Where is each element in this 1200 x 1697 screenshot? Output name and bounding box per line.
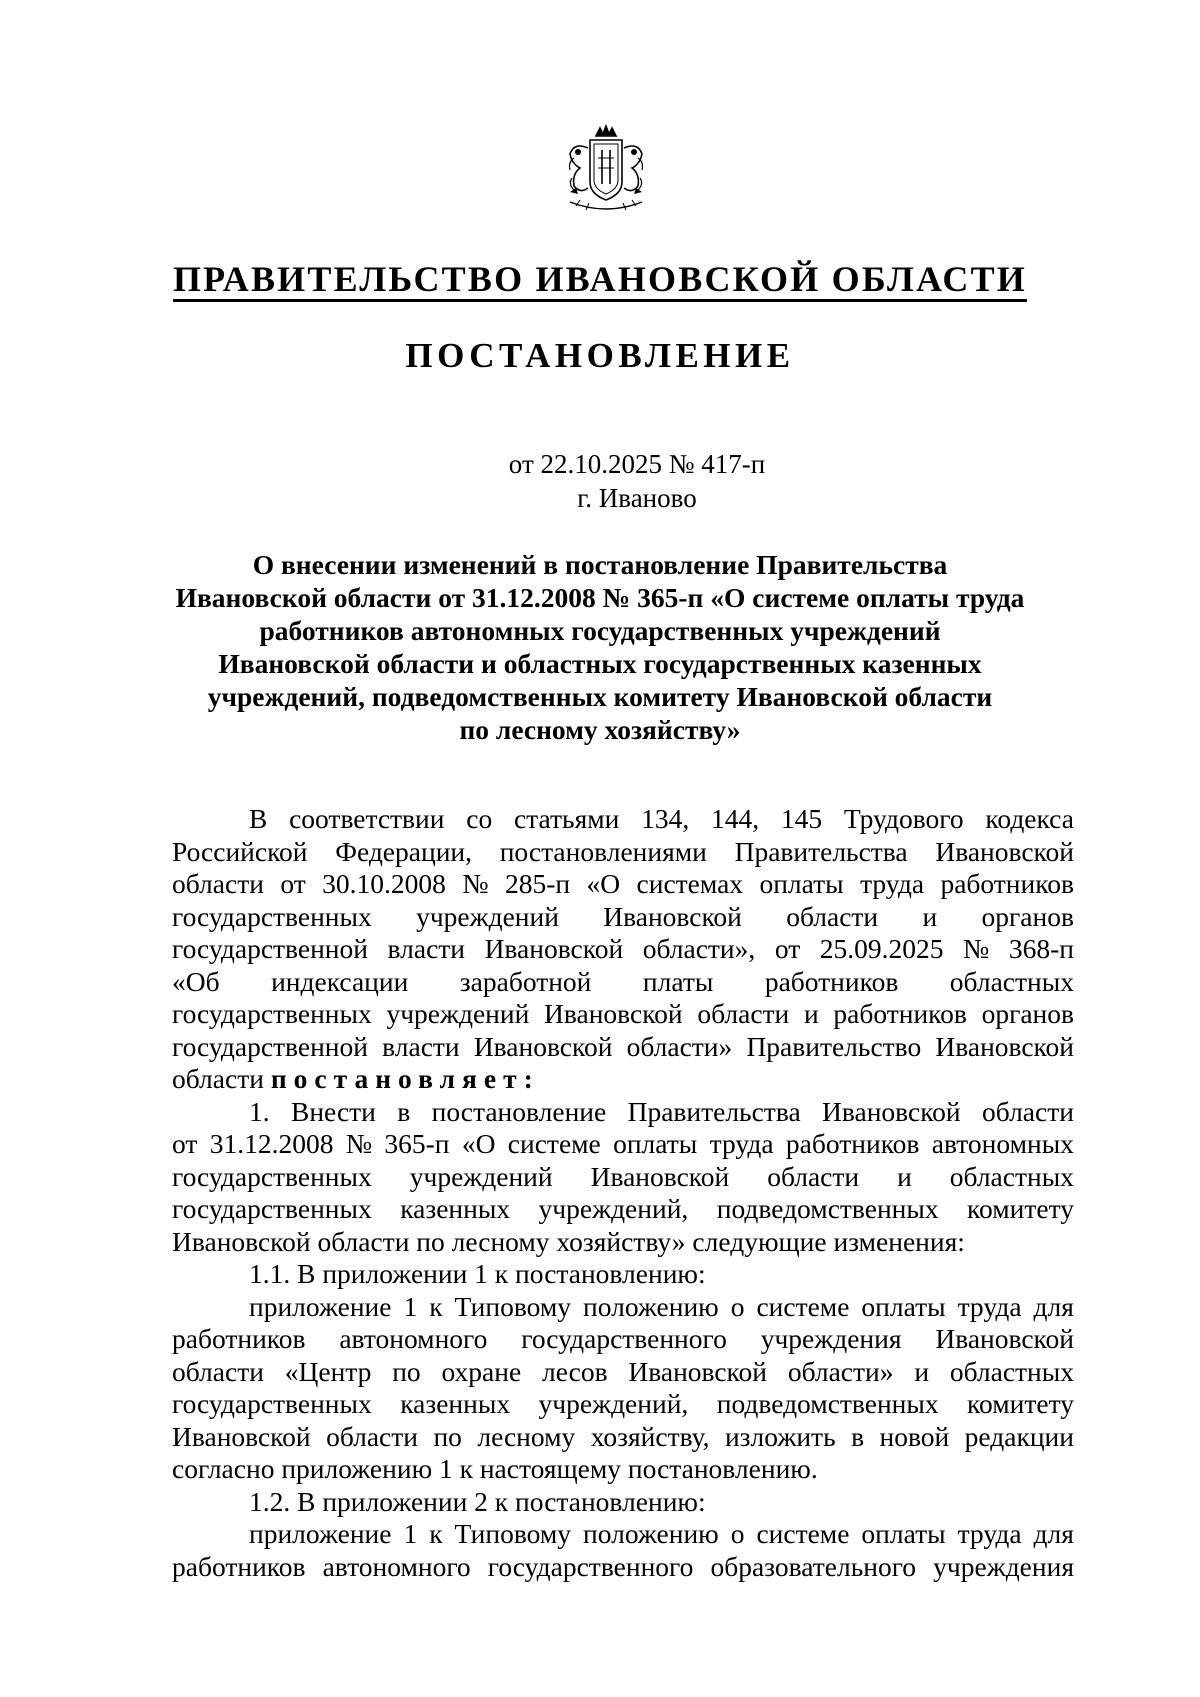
word: редакции: [964, 1420, 1074, 1452]
word: индексации: [271, 965, 409, 997]
word: Трудового: [843, 803, 964, 834]
word: образовательного: [710, 1550, 917, 1582]
body-line: [172, 1128, 1074, 1161]
word: 31.12.2008: [209, 1128, 334, 1159]
word: Правительство: [746, 1030, 922, 1062]
word: положению: [583, 1518, 719, 1549]
body-line: [172, 836, 1074, 869]
word: о: [730, 1518, 745, 1549]
word: области: [982, 1095, 1074, 1127]
word: лесов: [542, 1355, 608, 1387]
body-line: 1.2. В приложении 2 к постановлению:: [249, 1485, 706, 1517]
word: государственной: [172, 1030, 368, 1062]
body-line: [172, 1291, 1074, 1324]
word: области: [326, 1420, 418, 1452]
body-line: [172, 1388, 1074, 1421]
word: приложение: [249, 1518, 392, 1549]
word: 144,: [710, 803, 760, 834]
word: оплаты: [861, 1518, 946, 1549]
word: государственных: [172, 1160, 372, 1192]
word: Федерации,: [335, 835, 472, 867]
word: и: [803, 998, 819, 1029]
word: от: [774, 933, 801, 964]
word: лесному: [477, 1420, 576, 1452]
body-line: [172, 1551, 1074, 1584]
body-line: Ивановской области по лесному хозяйству» следующие изменения:: [172, 1225, 965, 1257]
word: 368-п: [1008, 933, 1074, 964]
word: Ивановской: [935, 1030, 1074, 1062]
word: к: [429, 1518, 443, 1549]
title-line: учреждений, подведомственных комитету Ивановской области: [207, 681, 993, 712]
body-line: [172, 998, 1074, 1031]
word: труда: [860, 868, 925, 899]
word: №: [963, 933, 990, 964]
word: Ивановской: [603, 900, 742, 932]
body-line: [172, 1323, 1074, 1356]
word: Ивановской: [822, 1095, 961, 1127]
word: комитету: [967, 1193, 1074, 1224]
word: работников: [833, 998, 967, 1029]
word: работников: [764, 965, 899, 997]
word: по: [433, 1420, 462, 1452]
word: по: [392, 1355, 421, 1387]
word: Правительства: [627, 1095, 801, 1127]
date-number: от 22.10.2025 № 417-п: [508, 449, 766, 479]
word: области: [786, 900, 879, 932]
word: системе: [756, 1290, 850, 1322]
word: от: [172, 1128, 198, 1159]
word: автономных: [931, 1128, 1074, 1159]
word: государственных: [172, 900, 372, 932]
word: системе: [756, 1518, 850, 1549]
word: Ивановской: [544, 998, 683, 1029]
word: работников: [172, 1550, 306, 1582]
title-line: по лесному хозяйству»: [459, 714, 741, 745]
body-line: [172, 1161, 1074, 1194]
word: для: [1033, 1290, 1074, 1322]
word: 1.: [249, 1095, 270, 1127]
word: положению: [583, 1290, 719, 1322]
word: области: [172, 868, 264, 899]
word: учреждений,: [538, 1193, 689, 1224]
word: 25.09.2025: [819, 933, 944, 964]
word: 365-п: [384, 1128, 450, 1159]
word: и: [914, 1355, 930, 1387]
body-line: [172, 1063, 1074, 1096]
document-body: [172, 803, 1074, 1583]
word: государственного: [487, 1550, 694, 1582]
word: и: [897, 1160, 912, 1192]
word: оплаты: [613, 1128, 698, 1159]
word: Ивановской: [935, 1323, 1074, 1354]
body-line: [172, 1031, 1074, 1064]
word: учреждений,: [538, 1388, 689, 1419]
word: Ивановской: [935, 835, 1074, 867]
word: труда: [709, 1128, 774, 1159]
word: от: [280, 868, 306, 899]
word: областных: [949, 1160, 1074, 1192]
word: власти: [387, 933, 466, 964]
word: «Об: [172, 965, 220, 997]
word: «О: [461, 1128, 496, 1159]
word: учреждений: [386, 998, 530, 1029]
coat-of-arms-icon: [560, 118, 652, 218]
word: постановление: [431, 1095, 607, 1127]
word: В: [249, 803, 268, 834]
word: для: [1033, 1518, 1074, 1549]
word: охране: [441, 1355, 522, 1387]
word: Ивановской: [172, 1420, 311, 1452]
word: 1: [403, 1290, 418, 1322]
word: области»: [626, 1030, 733, 1062]
word: статьями: [513, 803, 620, 834]
document-title: [0, 548, 1200, 746]
word: Ивановской: [473, 1030, 613, 1062]
word: оплаты: [861, 1290, 946, 1322]
word: №: [345, 1128, 373, 1159]
word: областных: [949, 965, 1074, 997]
word: Типовому: [454, 1518, 572, 1549]
word: Ивановской: [590, 1160, 730, 1192]
word: государственной: [172, 933, 368, 964]
word: подведомственных: [716, 1388, 939, 1419]
word: №: [462, 868, 489, 899]
word: органов: [981, 900, 1074, 932]
word: кодекса: [985, 803, 1074, 834]
word: Ивановской: [484, 933, 624, 964]
word: новой: [879, 1420, 950, 1452]
word: и: [922, 900, 938, 932]
word: о: [730, 1290, 745, 1322]
word: автономного: [322, 1550, 471, 1582]
word: в: [851, 1420, 865, 1452]
word: 285-п: [504, 868, 571, 899]
word: области: [697, 998, 790, 1029]
word: учреждения: [933, 1550, 1074, 1582]
body-line: [172, 1193, 1074, 1226]
word: 145: [780, 803, 823, 834]
document-meta: [0, 447, 1200, 515]
word: органов: [981, 998, 1074, 1029]
body-line: [172, 1096, 1074, 1129]
city: г. Иваново: [577, 483, 697, 513]
word: Внести: [291, 1095, 376, 1127]
decree-word: постановляет:: [270, 1063, 540, 1094]
word: Ивановской: [628, 1355, 767, 1387]
word: области: [767, 1160, 860, 1192]
word: 134,: [641, 803, 690, 834]
word: подведомственных: [716, 1193, 939, 1224]
body-line: [172, 1421, 1074, 1454]
word: казенных: [400, 1193, 511, 1224]
word: заработной: [459, 965, 592, 997]
body-line: [172, 868, 1074, 901]
word: работников: [785, 1128, 920, 1159]
body-line-start: области: [172, 1063, 264, 1094]
word: в: [397, 1095, 411, 1127]
word: комитету: [967, 1388, 1074, 1419]
word: работников: [172, 1323, 306, 1354]
word: учреждения: [760, 1323, 902, 1354]
word: 30.10.2008: [322, 868, 446, 899]
word: государственных: [172, 1193, 372, 1224]
word: изложить: [724, 1420, 836, 1452]
word: приложение: [249, 1290, 392, 1322]
word: Типовому: [454, 1290, 572, 1322]
word: автономного: [339, 1323, 488, 1354]
word: системе: [507, 1128, 601, 1159]
body-line: [172, 803, 1074, 836]
word: постановлениями: [499, 835, 707, 867]
body-line: 1.1. В приложении 1 к постановлению:: [249, 1258, 706, 1289]
word: областных: [949, 1355, 1074, 1387]
word: «О: [586, 868, 621, 899]
title-line: Ивановской области от 31.12.2008 № 365-п «О системе оплаты труда: [175, 582, 1025, 613]
word: государственного: [521, 1323, 727, 1354]
title-line: Ивановской области и областных государственных казенных: [218, 648, 982, 679]
word: со: [466, 803, 493, 834]
word: труда: [957, 1518, 1022, 1549]
title-line: О внесении изменений в постановление Правительства: [252, 549, 948, 580]
word: казенных: [400, 1388, 511, 1419]
word: платы: [642, 965, 714, 997]
word: учреждений: [416, 900, 559, 932]
word: власти: [382, 1030, 460, 1062]
word: соответствии: [289, 803, 445, 834]
word: области: [172, 1355, 264, 1387]
body-line: [172, 966, 1074, 999]
title-line: работников автономных государственных учреждений: [259, 615, 941, 646]
word: 1: [403, 1518, 418, 1549]
body-line: [172, 901, 1074, 934]
word: «Центр: [284, 1355, 372, 1387]
word: оплаты: [759, 868, 844, 899]
word: учреждений: [409, 1160, 553, 1192]
word: Российской: [172, 835, 308, 867]
body-line: [172, 1518, 1074, 1551]
body-line: [172, 933, 1074, 966]
word: труда: [957, 1290, 1022, 1322]
body-line: согласно приложению 1 к настоящему постановлению.: [172, 1453, 818, 1484]
word: области»,: [642, 933, 756, 964]
word: работников: [940, 868, 1074, 899]
body-line: [172, 1356, 1074, 1389]
word: государственных: [172, 998, 372, 1029]
word: хозяйству,: [590, 1420, 710, 1452]
word: области»: [787, 1355, 894, 1387]
word: системах: [636, 868, 744, 899]
organization-name: ПРАВИТЕЛЬСТВО ИВАНОВСКОЙ ОБЛАСТИ: [0, 258, 1200, 300]
document-type: ПОСТАНОВЛЕНИЕ: [405, 336, 795, 375]
word: государственных: [172, 1388, 372, 1419]
word: к: [429, 1290, 443, 1322]
word: Правительства: [734, 835, 908, 867]
